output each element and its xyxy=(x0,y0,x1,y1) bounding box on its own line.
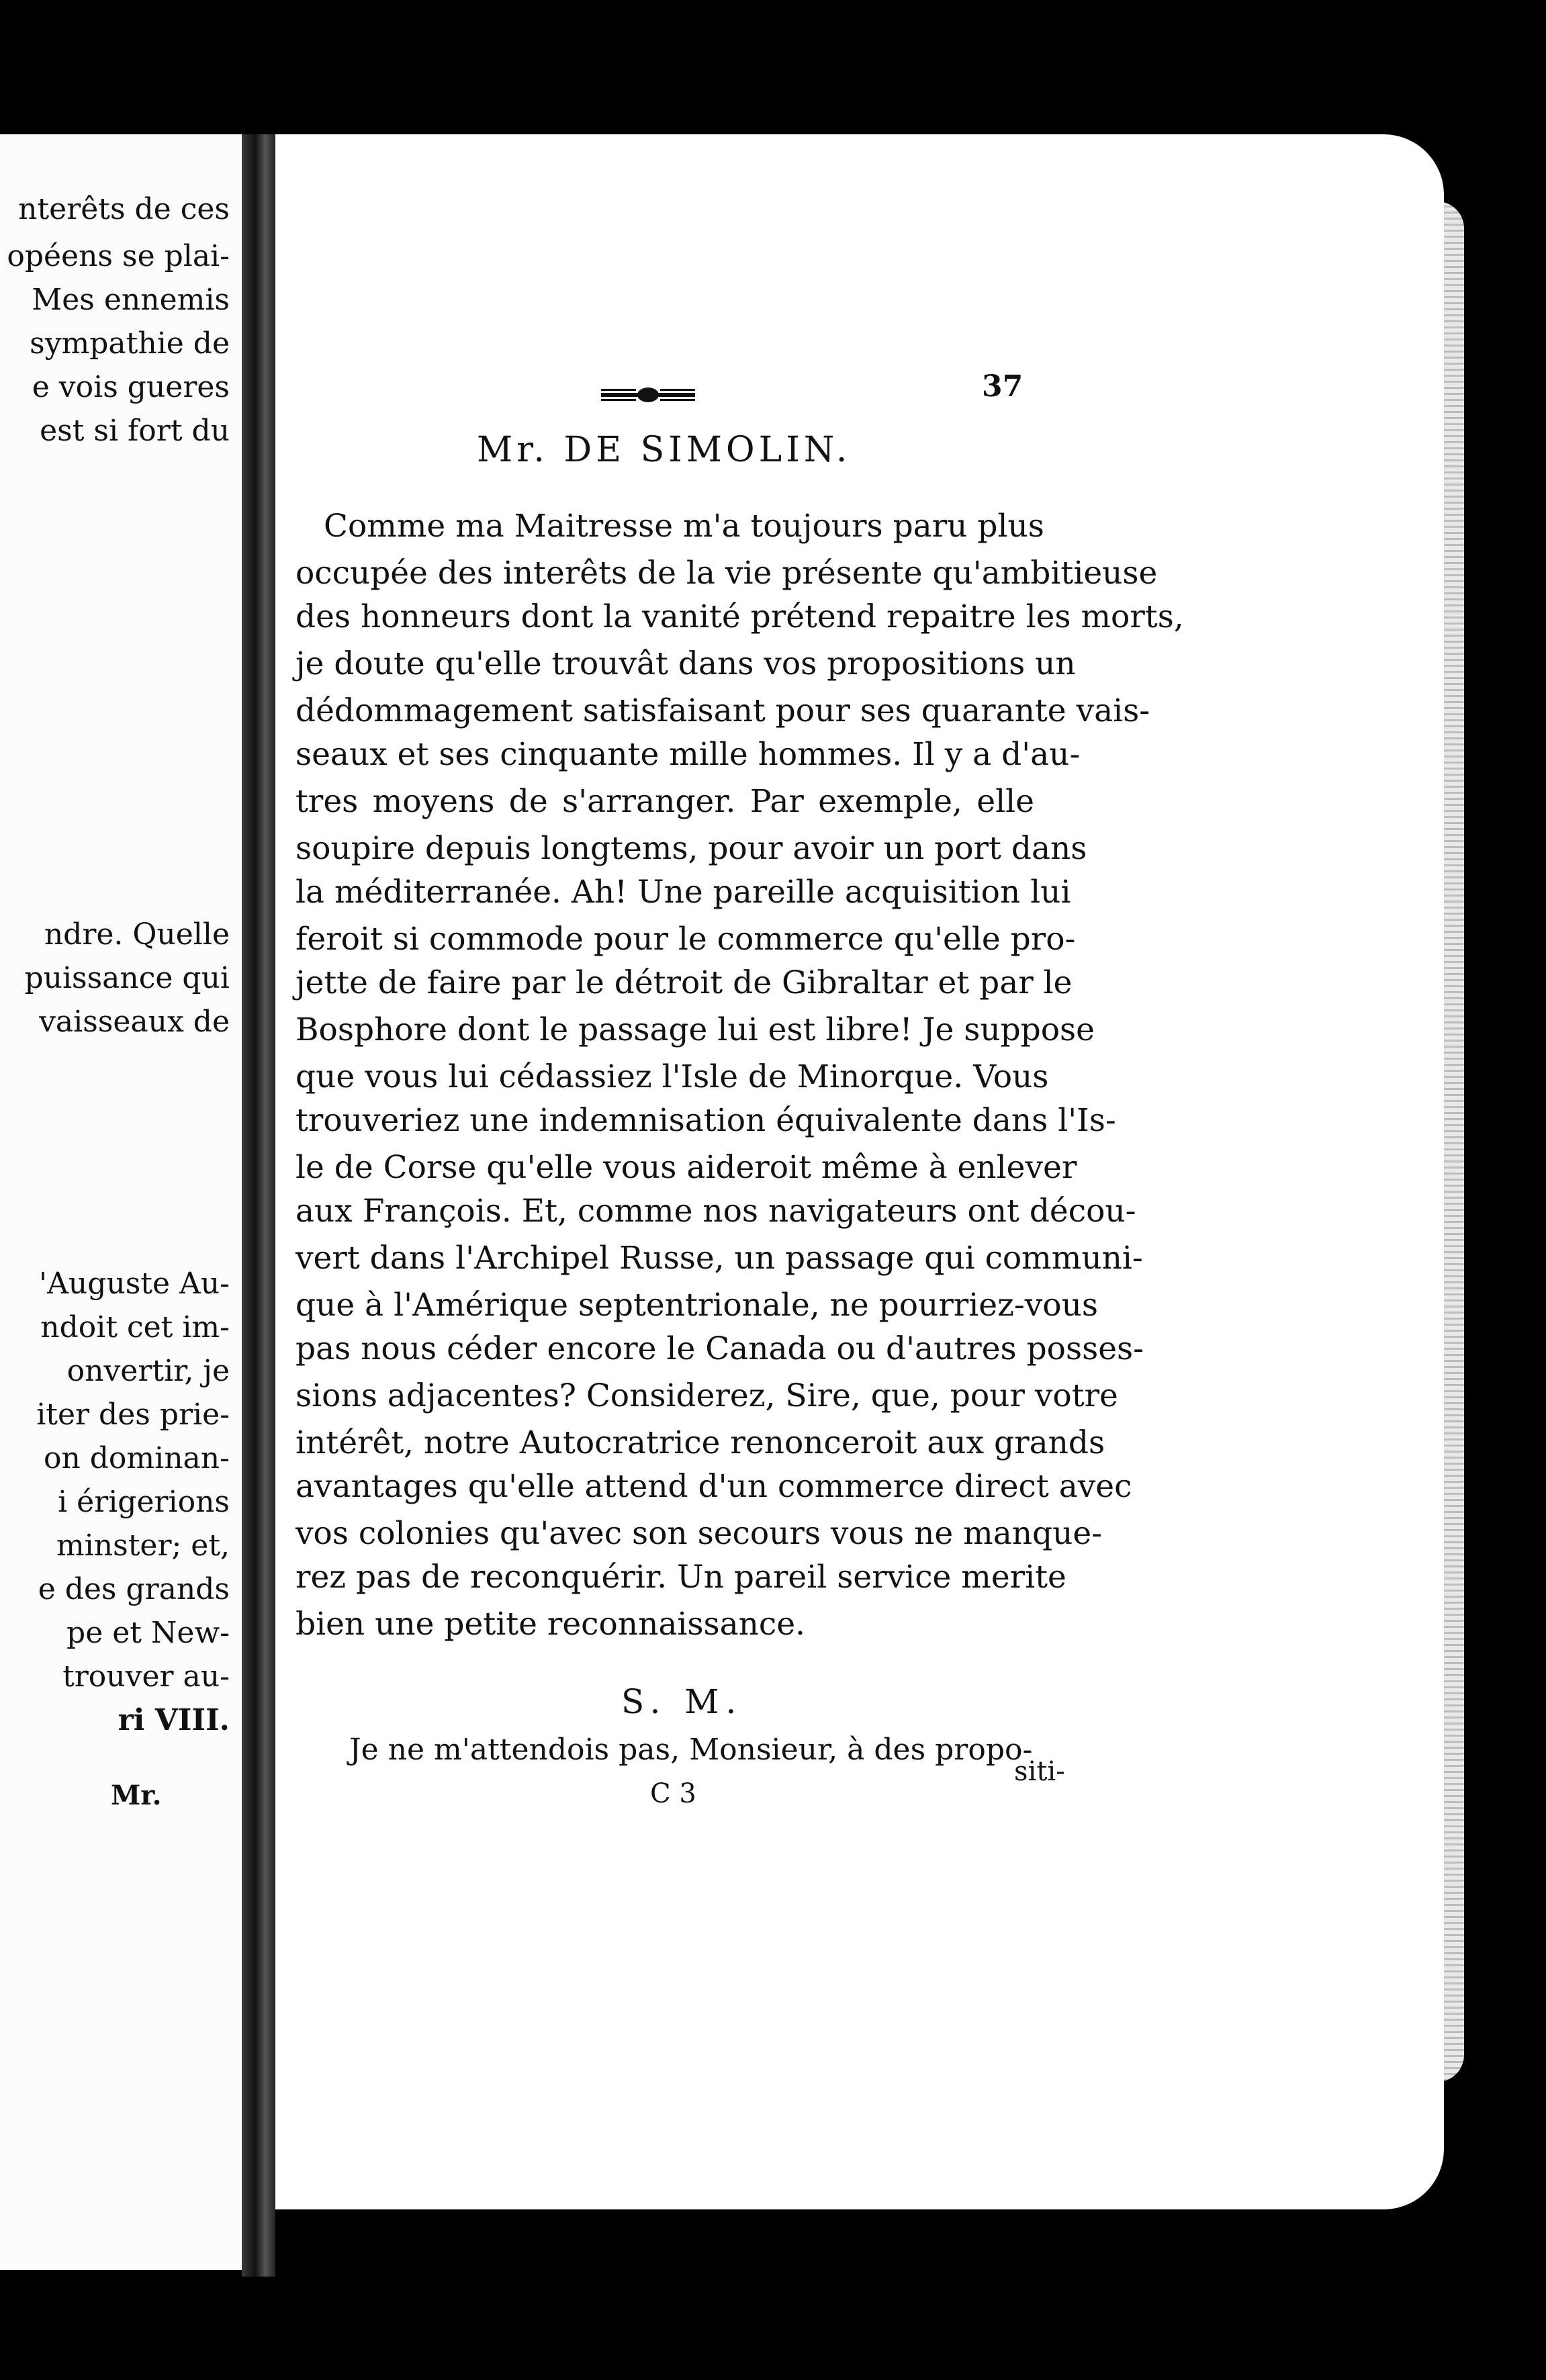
left-page-line: trouver au- xyxy=(62,1659,230,1694)
body-line: la méditerranée. Ah! Une pareille acquisition lui xyxy=(295,874,1071,911)
body-line: tres moyens de s'arranger. Par exemple, elle xyxy=(295,783,1034,820)
body-line: feroit si commode pour le commerce qu'elle pro- xyxy=(295,921,1076,958)
body-line: jette de faire par le détroit de Gibraltar et par le xyxy=(295,964,1073,1001)
body-line: occupée des interêts de la vie présente qu'ambitieuse xyxy=(295,555,1158,592)
body-line: soupire depuis longtems, pour avoir un port dans xyxy=(295,830,1087,867)
left-page xyxy=(0,134,242,2270)
left-page-line: Mes ennemis xyxy=(32,283,230,317)
left-page-line: nterêts de ces xyxy=(18,192,230,226)
right-catchword: siti- xyxy=(1014,1756,1065,1787)
body-line-last: Je ne m'attendois pas, Monsieur, à des propo- xyxy=(349,1733,1033,1767)
body-line: le de Corse qu'elle vous aideroit même à enlever xyxy=(295,1149,1077,1186)
body-line: bien une petite reconnaissance. xyxy=(295,1606,805,1643)
body-line: intérêt, notre Autocratrice renonceroit aux grands xyxy=(295,1424,1105,1461)
body-line: vos colonies qu'avec son secours vous ne manque- xyxy=(295,1515,1103,1552)
left-page-line: opéens se plai- xyxy=(7,239,230,273)
body-line: seaux et ses cinquante mille hommes. Il y a d'au- xyxy=(295,736,1081,773)
left-page-line: 'Auguste Au- xyxy=(39,1267,230,1301)
left-page-line: e vois gueres xyxy=(32,370,230,404)
body-line: Comme ma Maitresse m'a toujours paru plus xyxy=(324,508,1044,545)
body-line: vert dans l'Archipel Russe, un passage qui communi- xyxy=(295,1240,1143,1277)
body-line: je doute qu'elle trouvât dans vos propositions un xyxy=(295,645,1076,682)
ornament-icon xyxy=(601,386,695,404)
body-line: Bosphore dont le passage lui est libre! Je suppose xyxy=(295,1011,1095,1048)
body-line: sions adjacentes? Considerez, Sire, que, pour votre xyxy=(295,1377,1118,1414)
body-line: rez pas de reconquérir. Un pareil service merite xyxy=(295,1559,1066,1596)
page-title: Mr. DE SIMOLIN. xyxy=(477,430,852,470)
book-gutter xyxy=(242,134,275,2277)
body-line: dédommagement satisfaisant pour ses quarante vais- xyxy=(295,692,1150,729)
body-line: pas nous céder encore le Canada ou d'autres posses- xyxy=(295,1330,1144,1367)
left-page-line: pe et New- xyxy=(66,1616,230,1650)
left-page-line: ndre. Quelle xyxy=(44,917,230,952)
left-page-line: sympathie de xyxy=(30,326,230,361)
left-page-line: iter des prie- xyxy=(36,1398,230,1432)
speaker-label: S. M. xyxy=(621,1682,743,1721)
signature-mark: C 3 xyxy=(650,1778,696,1809)
body-line: avantages qu'elle attend d'un commerce direct avec xyxy=(295,1468,1132,1505)
left-page-line: minster; et, xyxy=(56,1528,230,1563)
left-page-line: on dominan- xyxy=(43,1441,230,1475)
body-line: que à l'Amérique septentrionale, ne pourriez-vous xyxy=(295,1287,1098,1324)
left-page-line: onvertir, je xyxy=(66,1354,230,1388)
left-page-line: vaisseaux de xyxy=(39,1005,230,1039)
body-line: trouveriez une indemnisation équivalente dans l'Is- xyxy=(295,1102,1116,1139)
left-page-line: puissance qui xyxy=(24,961,230,995)
left-page-line: ndoit cet im- xyxy=(40,1310,230,1344)
body-line: que vous lui cédassiez l'Isle de Minorque. Vous xyxy=(295,1058,1049,1095)
left-page-line: ri VIII. xyxy=(118,1703,230,1737)
left-catchword: Mr. xyxy=(111,1780,162,1811)
left-page-line: est si fort du xyxy=(40,414,230,448)
page-number: 37 xyxy=(982,369,1024,404)
body-line: des honneurs dont la vanité prétend repaitre les morts, xyxy=(295,598,1184,635)
left-page-line: i érigerions xyxy=(58,1485,230,1519)
left-page-line: e des grands xyxy=(38,1572,230,1606)
body-line: aux François. Et, comme nos navigateurs ont décou- xyxy=(295,1193,1136,1230)
